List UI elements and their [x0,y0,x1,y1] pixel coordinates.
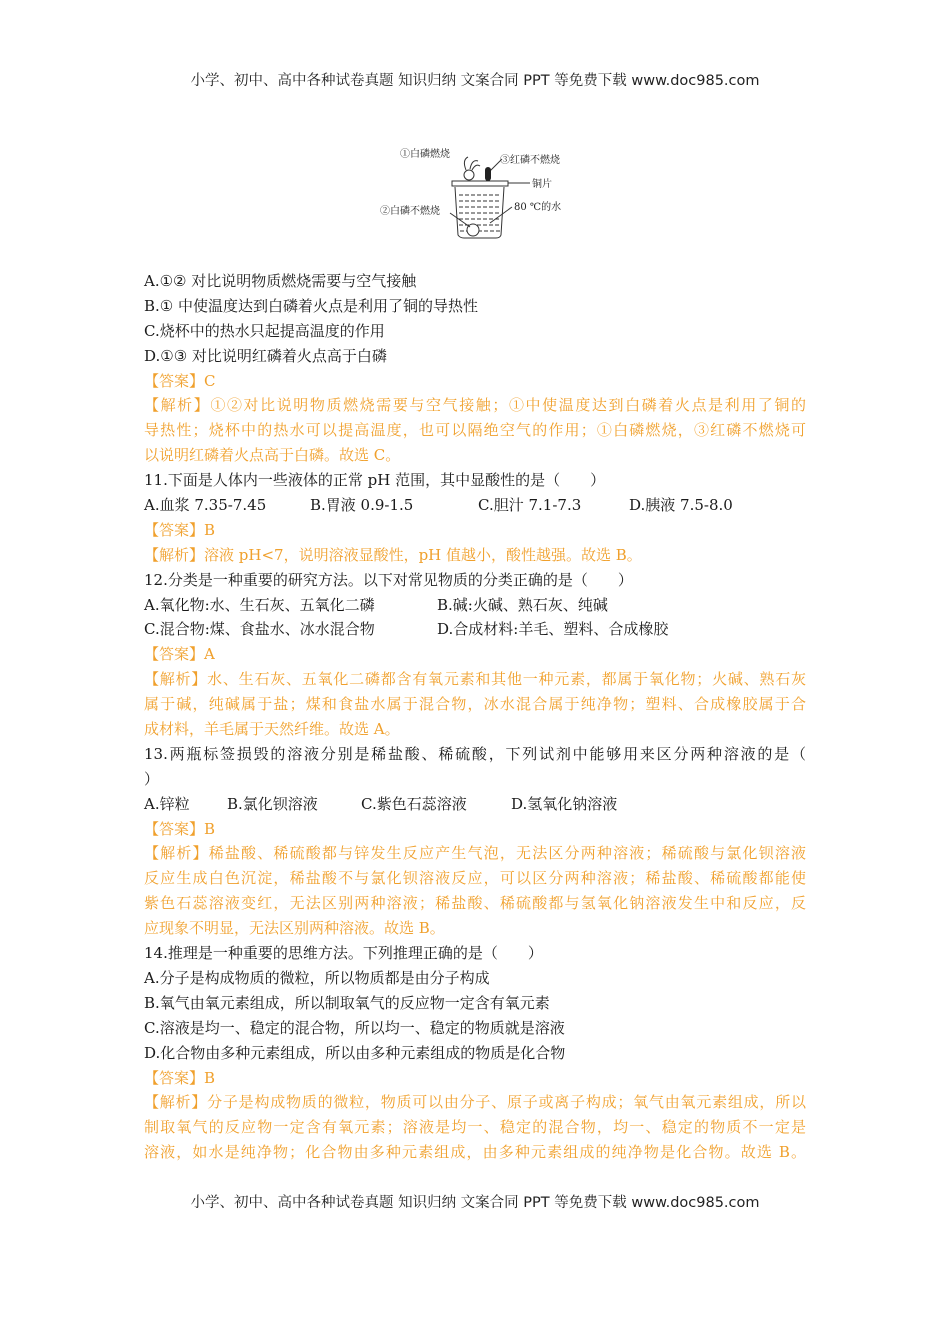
q12-analysis-line: 【解析】水、生石灰、五氧化二磷都含有氧元素和其他一种元素，都属于氧化物；火碱、熟石灰 [144,670,806,689]
q10-analysis-line: 以说明红磷着火点高于白磷。故选 C。 [144,446,401,465]
label-white-phosphorus-not-burning: ②白磷不燃烧 [380,206,440,217]
q12-option-b: B.碱:火碱、熟石灰、纯碱 [437,595,608,614]
experiment-diagram [380,135,590,245]
q12-stem: 12.分类是一种重要的研究方法。以下对常见物质的分类正确的是（ ） [144,570,633,589]
q14-analysis-line: 【解析】分子是构成物质的微粒，物质可以由分子、原子或离子构成；氧气由氧元素组成，所以 [144,1093,806,1112]
q13-option-b: B.氯化钡溶液 [227,794,318,813]
q10-analysis-line: 导热性；烧杯中的热水可以提高温度，也可以隔绝空气的作用；①白磷燃烧，③红磷不燃烧可 [144,421,806,440]
q14-option-c: C.溶液是均一、稳定的混合物，所以均一、稳定的物质就是溶液 [144,1018,565,1037]
q14-option-b: B.氧气由氧元素组成，所以制取氧气的反应物一定含有氧元素 [144,993,550,1012]
q12-option-a: A.氧化物:水、生石灰、五氧化二磷 [144,595,375,614]
q13-analysis-line: 【解析】稀盐酸、稀硫酸都与锌发生反应产生气泡，无法区分两种溶液；稀硫酸与氯化钡溶液 [144,844,806,863]
q14-option-d: D.化合物由多种元素组成，所以由多种元素组成的物质是化合物 [144,1043,566,1062]
q11-answer: 【答案】B [144,520,216,539]
q14-stem: 14.推理是一种重要的思维方法。下列推理正确的是（ ） [144,944,543,963]
q12-options-row [144,617,806,642]
label-red-phosphorus-not-burning: ③红磷不燃烧 [500,155,560,166]
q10-option-a: A.①② 对比说明物质燃烧需要与空气接触 [144,272,417,290]
q14-option-a: A.分子是构成物质的微粒，所以物质都是由分子构成 [144,968,490,987]
q13-options [144,792,806,817]
q13-analysis-line: 反应生成白色沉淀，稀盐酸不与氯化钡溶液反应，可以区分两种溶液；稀盐酸、稀硫酸都能使 [144,869,806,888]
q10-option-d: D.①③ 对比说明红磷着火点高于白磷 [144,346,387,365]
q12-answer: 【答案】A [144,645,215,664]
q14-analysis-line: 制取氧气的反应物一定含有氧元素；溶液是均一、稳定的混合物，均一、稳定的物质不一定是 [144,1118,806,1137]
q10-option-b: B.① 中使温度达到白磷着火点是利用了铜的导热性 [144,296,479,315]
q14-analysis-line: 溶液，如水是纯净物；化合物由多种元素组成，由多种元素组成的纯净物是化合物。故选 B。 [144,1143,806,1162]
q13-analysis-line: 应现象不明显，无法区别两种溶液。故选 B。 [144,919,445,938]
q11-option-a: A.血浆 7.35-7.45 [144,496,267,515]
q10-option-c: C.烧杯中的热水只起提高温度的作用 [144,321,385,340]
q13-option-d: D.氢氧化钠溶液 [511,794,618,813]
q11-stem: 11.下面是人体内一些液体的正常 pH 范围，其中显酸性的是（ ） [144,471,606,490]
q11-option-d: D.胰液 7.5-8.0 [629,496,733,515]
q13-option-a: A.锌粒 [144,794,190,813]
q12-option-d: D.合成材料:羊毛、塑料、合成橡胶 [437,620,669,639]
q13-option-c: C.紫色石蕊溶液 [361,794,467,813]
q10-answer: 【答案】C [144,371,216,390]
label-hot-water: 80 ℃的水 [514,202,562,213]
q11-option-c: C.胆汁 7.1-7.3 [478,496,582,515]
page-header: 小学、初中、高中各种试卷真题 知识归纳 文案合同 PPT 等免费下载 www.doc985.com [190,73,760,89]
q14-answer: 【答案】B [144,1068,216,1087]
q13-stem: 13.两瓶标签损毁的溶液分别是稀盐酸、稀硫酸，下列试剂中能够用来区分两种溶液的是（ [144,744,806,763]
page-footer: 小学、初中、高中各种试卷真题 知识归纳 文案合同 PPT 等免费下载 www.doc985.com [190,1195,760,1211]
q13-analysis-line: 紫色石蕊溶液变红，无法区别两种溶液；稀盐酸、稀硫酸都与氢氧化钠溶液发生中和反应，反 [144,894,806,913]
q13-answer: 【答案】B [144,819,216,838]
q12-analysis-line: 成材料，羊毛属于天然纤维。故选 A。 [144,720,400,739]
label-copper-sheet: 铜片 [532,179,552,190]
label-white-phosphorus-burning: ①白磷燃烧 [400,149,450,160]
q13-stem-end: ） [144,769,160,788]
q12-option-c: C.混合物:煤、食盐水、冰水混合物 [144,620,375,639]
q12-options-row [144,593,806,618]
document-body [144,269,806,1165]
q12-analysis-line: 属于碱，纯碱属于盐；煤和食盐水属于混合物，冰水混合属于纯净物；塑料、合成橡胶属于合 [144,695,806,714]
q11-options [144,493,806,518]
q10-analysis-line: 【解析】①②对比说明物质燃烧需要与空气接触；①中使温度达到白磷着火点是利用了铜的 [144,396,806,415]
q11-option-b: B.胃液 0.9-1.5 [310,496,414,515]
q11-analysis: 【解析】溶液 pH<7，说明溶液显酸性，pH 值越小，酸性越强。故选 B。 [144,545,642,564]
